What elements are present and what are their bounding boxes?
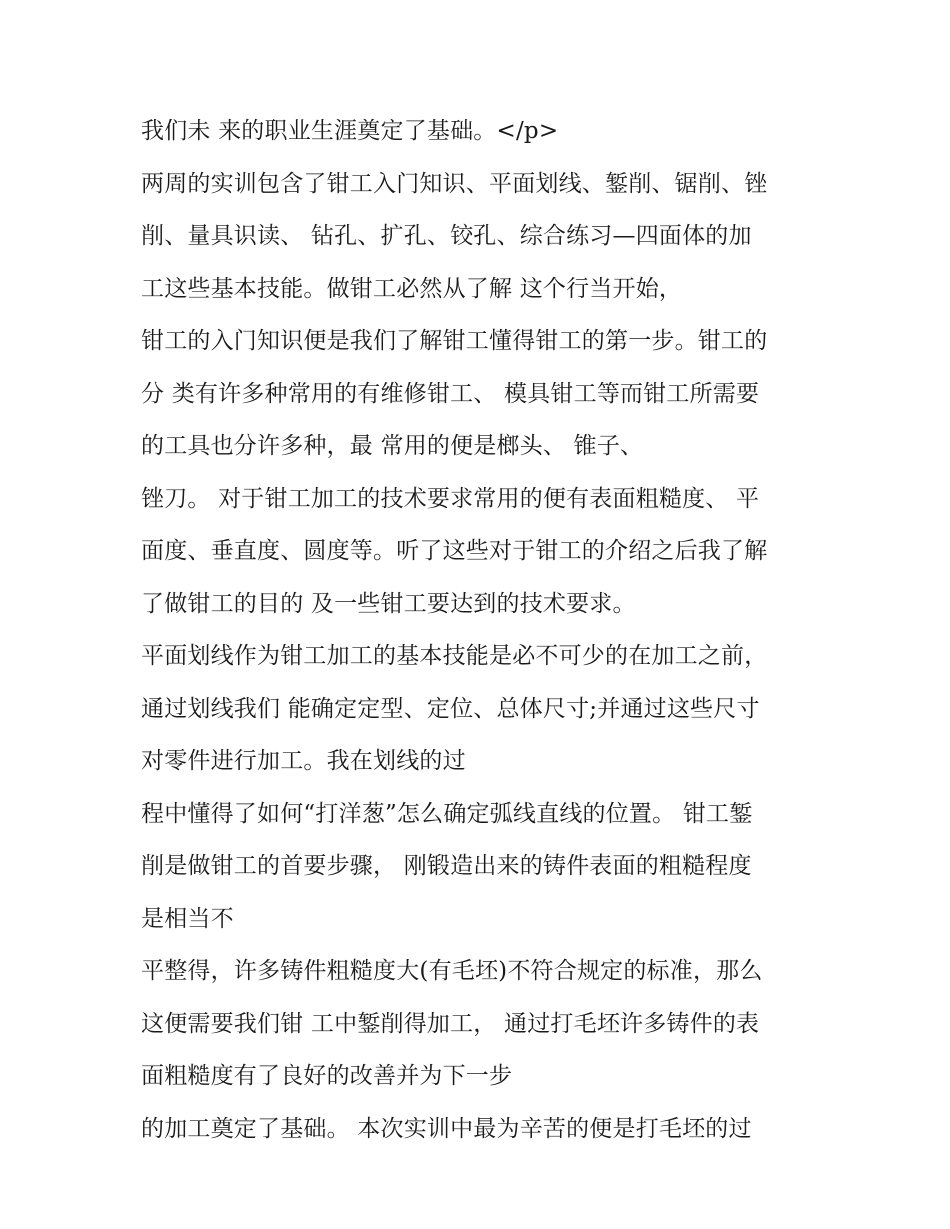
- text-line: 的工具也分许多种，最 常用的便是榔头、 锥子、: [141, 433, 644, 459]
- text-line: 通过划线我们 能确定定型、定位、总体尺寸;并通过这些尺寸: [141, 695, 760, 722]
- text-line: 分 类有许多种常用的有维修钳工、 模具钳工等而钳工所需要: [141, 380, 760, 407]
- text-line: 平面划线作为钳工加工的基本技能是必不可少的在加工之前，: [141, 643, 768, 669]
- body-text: [141, 105, 821, 1155]
- text-line: 钳工的入门知识便是我们了解钳工懂得钳工的第一步。钳工的: [141, 328, 768, 354]
- text-line: 面度、垂直度、圆度等。听了这些对于钳工的介绍之后我了解: [141, 538, 768, 564]
- text-line: 面粗糙度有了良好的改善并为下一步: [141, 1063, 513, 1089]
- text-line: 程中懂得了如何“打洋葱”怎么确定弧线直线的位置。 钳工錾: [141, 800, 753, 827]
- text-line: 两周的实训包含了钳工入门知识、平面划线、錾削、锯削、锉: [141, 170, 768, 197]
- text-line: 对零件进行加工。我在划线的过: [141, 748, 466, 774]
- text-line: 锉刀。 对于钳工加工的技术要求常用的便有表面粗糙度、 平: [141, 485, 760, 512]
- text-line: 了做钳工的目的 及一些钳工要达到的技术要求。: [141, 590, 636, 617]
- text-line: 削是做钳工的首要步骤， 刚锻造出来的铸件表面的粗糙程度: [141, 853, 752, 879]
- text-line: 我们未 来的职业生涯奠定了基础。</p>: [141, 118, 559, 144]
- text-line: 平整得，许多铸件粗糙度大(有毛坯)不符合规定的标准，那么: [141, 958, 763, 984]
- text-line: 这便需要我们钳 工中錾削得加工， 通过打毛坯许多铸件的表: [141, 1010, 760, 1037]
- text-line: 的加工奠定了基础。 本次实训中最为辛苦的便是打毛坯的过: [141, 1115, 752, 1142]
- text-line: 削、量具识读、 钻孔、扩孔、铰孔、综合练习—四面体的加: [141, 223, 752, 249]
- text-line: 是相当不: [141, 905, 234, 932]
- text-line: 工这些基本技能。做钳工必然从了解 这个行当开始，: [141, 275, 683, 302]
